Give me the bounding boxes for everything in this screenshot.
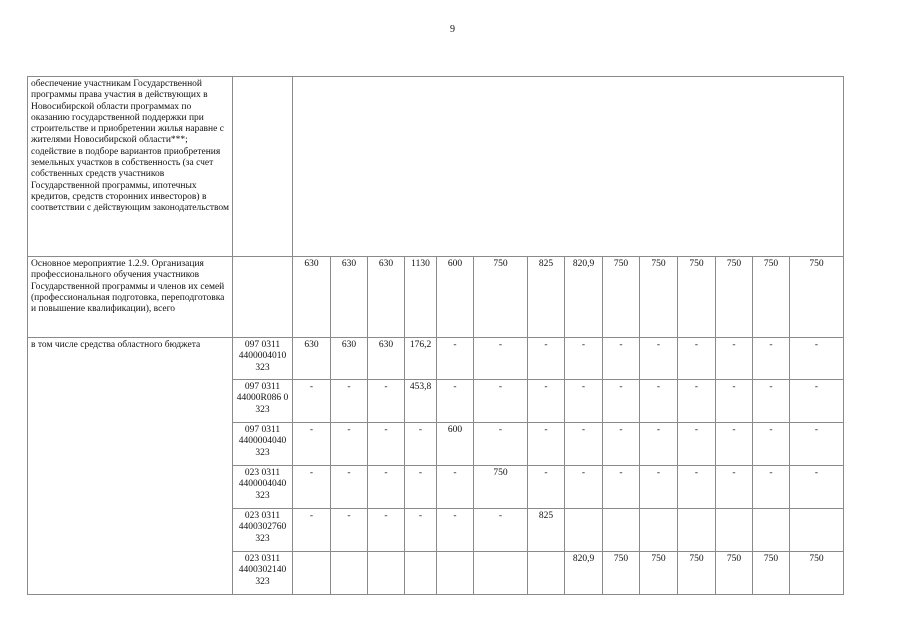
value-cell: -	[437, 338, 474, 380]
value-cell: -	[368, 380, 405, 423]
value-cell: -	[565, 423, 603, 466]
budget-code-cell: 023 0311 4400004040 323	[233, 466, 293, 509]
value-cell: -	[565, 380, 603, 423]
value-cell: -	[678, 338, 716, 380]
budget-code-cell: 023 0311 4400302140 323	[233, 552, 293, 595]
value-cell: 825	[528, 257, 565, 338]
value-cell: 750	[716, 552, 753, 595]
value-cell: 630	[331, 338, 368, 380]
row-description: Основное мероприятие 1.2.9. Организация профессионального обучения участников Государственной программы и членов их семей (профессиональная подготовка, переподготовка и повышение квалификации), всего	[28, 257, 233, 338]
value-cell: -	[790, 338, 844, 380]
value-cell: 820,9	[565, 257, 603, 338]
budget-table	[27, 76, 844, 595]
value-cell: -	[405, 509, 437, 552]
value-cell: -	[753, 423, 790, 466]
value-cell: -	[368, 509, 405, 552]
value-cell: 1130	[405, 257, 437, 338]
value-cell: -	[293, 423, 331, 466]
value-cell	[640, 509, 678, 552]
budget-code-cell: 023 0311 4400302760 323	[233, 509, 293, 552]
value-cell: -	[437, 380, 474, 423]
value-cell: -	[528, 466, 565, 509]
value-cell	[716, 509, 753, 552]
value-cell	[753, 509, 790, 552]
value-cell: -	[405, 423, 437, 466]
value-cell: -	[716, 466, 753, 509]
value-cell	[331, 552, 368, 595]
value-cell	[437, 552, 474, 595]
value-cell: -	[293, 509, 331, 552]
value-cell	[603, 509, 640, 552]
value-cell: -	[474, 509, 528, 552]
value-cell: -	[716, 338, 753, 380]
value-cell: -	[678, 380, 716, 423]
value-cell: 600	[437, 423, 474, 466]
value-cell: -	[331, 466, 368, 509]
value-cell: 750	[474, 257, 528, 338]
value-cell: -	[716, 423, 753, 466]
value-cell: 630	[331, 257, 368, 338]
value-cell: 820,9	[565, 552, 603, 595]
table-row	[28, 77, 844, 257]
value-cell	[678, 509, 716, 552]
value-cell: -	[368, 466, 405, 509]
value-cell: 453,8	[405, 380, 437, 423]
budget-code-cell: 097 0311 4400004040 323	[233, 423, 293, 466]
value-cell: -	[678, 466, 716, 509]
value-cell: -	[790, 423, 844, 466]
value-cell: -	[474, 338, 528, 380]
value-cell: -	[437, 509, 474, 552]
value-cell: -	[603, 380, 640, 423]
row-description: обеспечение участникам Государственной программы права участия в действующих в Новосибирской области программах по оказанию государственной поддержки при строительстве и приобретении жилья наравне с жителями Новосибирской области***; содействие в подборе вариантов приобретения земельных участков в собственность (за счет собственных средств участников Государственной программы, ипотечных кредитов, средств сторонних инвесторов) в соответствии с действующим законодательством	[28, 77, 233, 257]
table-row	[28, 257, 844, 338]
value-cell: -	[603, 423, 640, 466]
value-cell	[565, 509, 603, 552]
value-cell: -	[331, 423, 368, 466]
value-cell	[528, 552, 565, 595]
value-cell: -	[528, 423, 565, 466]
value-cell: -	[528, 380, 565, 423]
value-cell: 750	[716, 257, 753, 338]
value-cell: -	[790, 466, 844, 509]
value-cell: -	[565, 466, 603, 509]
value-cell: -	[603, 466, 640, 509]
value-cell: -	[474, 380, 528, 423]
value-cell: 630	[368, 338, 405, 380]
value-cell: -	[437, 466, 474, 509]
value-cell: -	[293, 380, 331, 423]
value-cell: -	[753, 338, 790, 380]
value-cell: 750	[790, 257, 844, 338]
value-cell: 750	[640, 552, 678, 595]
budget-code-cell: 097 0311 4400004010 323	[233, 338, 293, 380]
value-cell	[293, 552, 331, 595]
value-cell: -	[640, 466, 678, 509]
value-cell: 750	[753, 552, 790, 595]
value-cell: -	[716, 380, 753, 423]
value-cell: 630	[293, 338, 331, 380]
value-cell: -	[678, 423, 716, 466]
value-cell: -	[528, 338, 565, 380]
value-cell: 750	[603, 552, 640, 595]
value-cell	[368, 552, 405, 595]
value-cell: 630	[293, 257, 331, 338]
value-cell: -	[790, 380, 844, 423]
value-cell: -	[405, 466, 437, 509]
value-cell: -	[293, 466, 331, 509]
table-row	[28, 338, 844, 380]
value-cell: 630	[368, 257, 405, 338]
value-cell: -	[331, 380, 368, 423]
page-number: 9	[450, 24, 455, 35]
value-cell: -	[753, 466, 790, 509]
budget-code-cell	[233, 257, 293, 338]
value-cell: -	[640, 423, 678, 466]
budget-code-cell: 097 0311 44000R086 0 323	[233, 380, 293, 423]
merged-value-cell	[293, 77, 844, 257]
value-cell: 750	[753, 257, 790, 338]
value-cell: -	[331, 509, 368, 552]
row-description: в том числе средства областного бюджета	[28, 338, 233, 595]
value-cell: 750	[640, 257, 678, 338]
value-cell: -	[474, 423, 528, 466]
value-cell: -	[565, 338, 603, 380]
value-cell: 750	[790, 552, 844, 595]
value-cell: -	[753, 380, 790, 423]
value-cell: 750	[603, 257, 640, 338]
value-cell: -	[640, 380, 678, 423]
value-cell: 600	[437, 257, 474, 338]
value-cell: -	[603, 338, 640, 380]
value-cell	[405, 552, 437, 595]
value-cell: 176,2	[405, 338, 437, 380]
value-cell: 750	[678, 257, 716, 338]
value-cell: 825	[528, 509, 565, 552]
value-cell: 750	[678, 552, 716, 595]
value-cell	[790, 509, 844, 552]
value-cell	[474, 552, 528, 595]
value-cell: -	[640, 338, 678, 380]
budget-code-cell	[233, 77, 293, 257]
value-cell: -	[368, 423, 405, 466]
value-cell: 750	[474, 466, 528, 509]
